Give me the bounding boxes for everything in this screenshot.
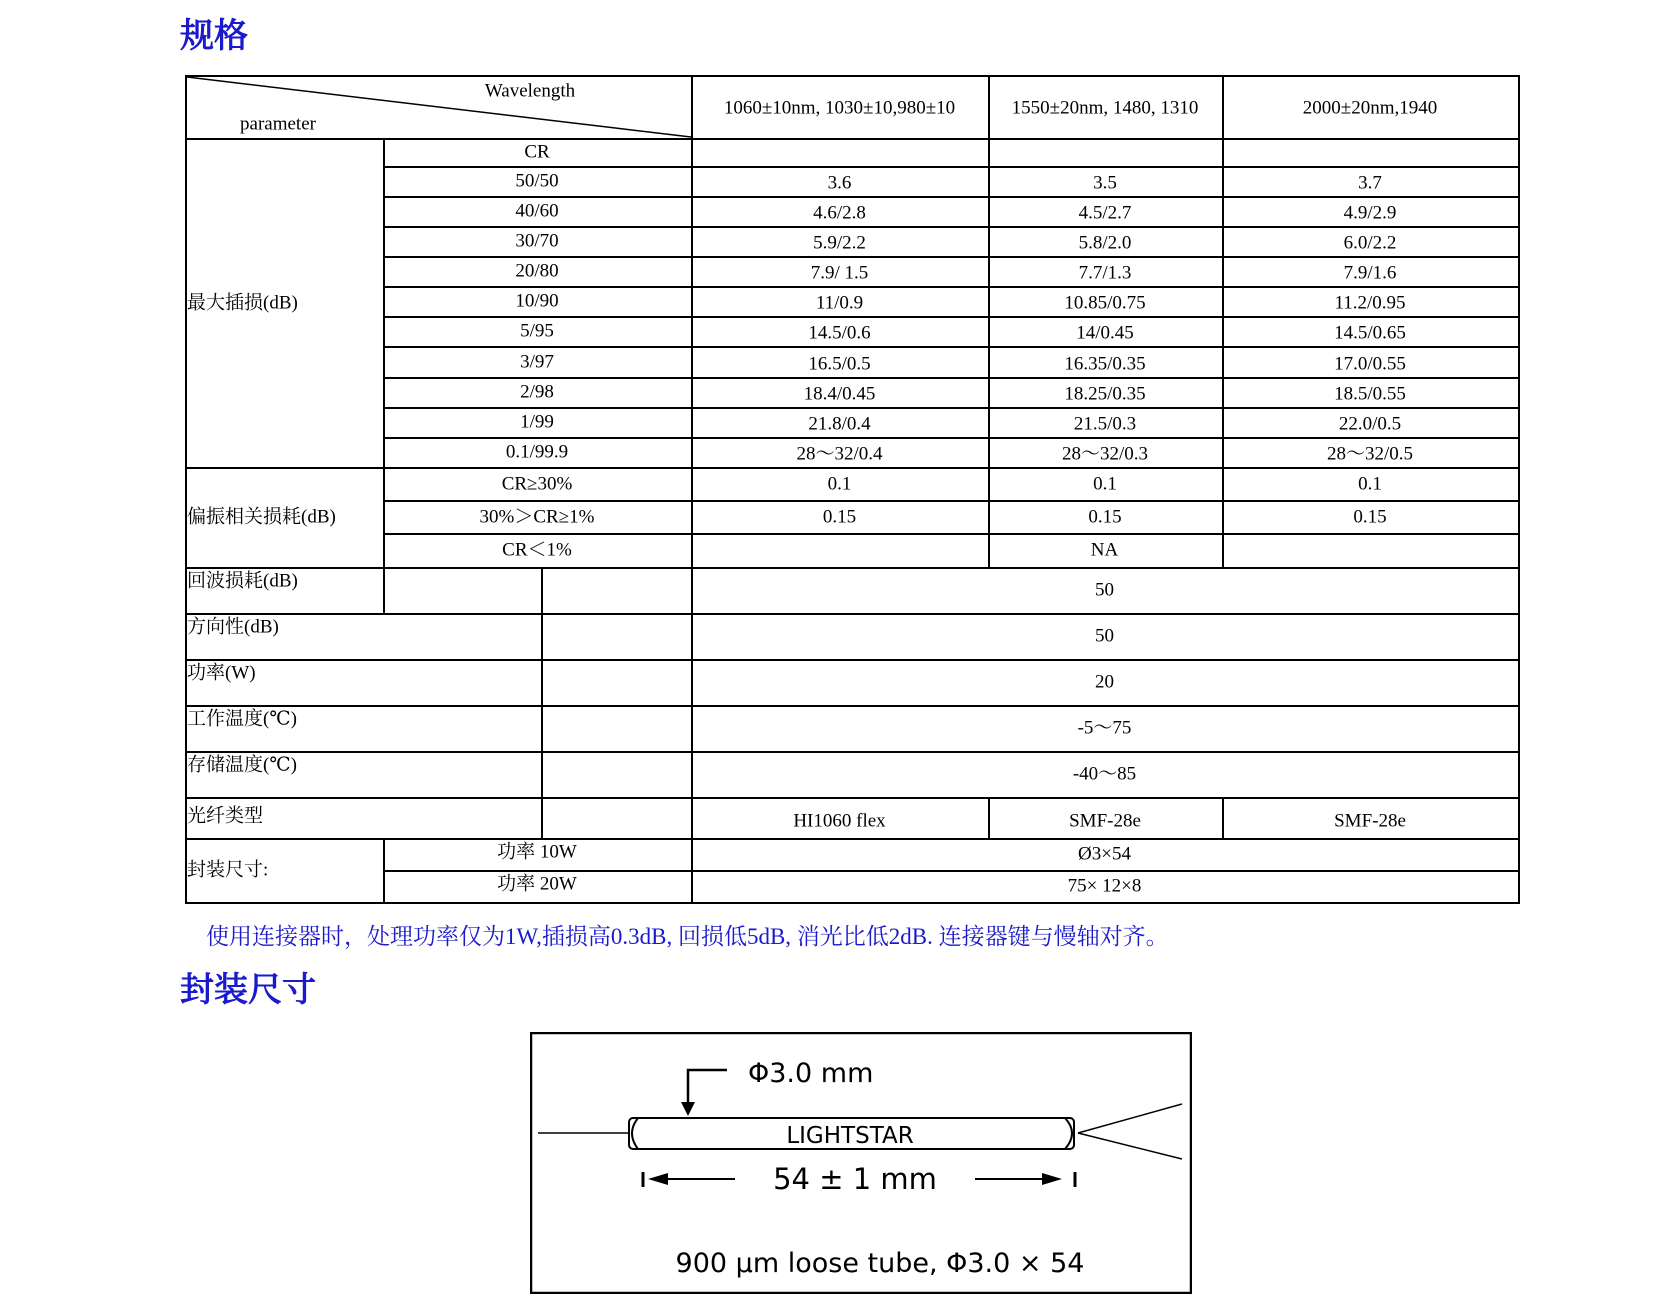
table-rule [185,138,1520,140]
cr-ratio: 2/98 [520,381,554,403]
pdl-value: 0.15 [822,506,857,527]
table-rule [383,286,1520,288]
fiber-type-value: HI1060 flex [793,810,886,831]
insertion-loss-value: 7.9/1.6 [1343,262,1397,284]
insertion-loss-value: 7.9/ 1.5 [810,262,869,284]
spec-row-label: 方向性(dB) [187,616,279,638]
spec-row-label: 工作温度(℃) [187,708,297,730]
package-power: 功率 20W [497,873,577,895]
table-rule [185,75,187,904]
pdl-value: 0.1 [1093,473,1117,494]
insertion-loss-value: 18.4/0.45 [803,383,876,405]
cr-ratio: 30/70 [515,230,559,252]
spec-table [185,75,1519,903]
spec-heading: 规格 [180,16,248,56]
table-rule [383,437,1520,439]
insertion-loss-value: 3.7 [1358,172,1382,194]
table-rule [988,797,990,840]
pdl-value: 0.15 [1353,506,1387,527]
table-rule [383,346,1520,348]
insertion-loss-value: 3.6 [827,172,852,194]
table-rule [185,751,1520,753]
insertion-loss-value: 21.8/0.4 [808,413,871,435]
package-size-label: 封装尺寸: [187,859,269,881]
package-power: 功率 10W [497,841,577,863]
package-size-value: Ø3×54 [1078,843,1131,865]
table-rule [383,138,385,615]
table-rule [383,870,1520,872]
package-size-value: 75× 12×8 [1067,875,1142,897]
insertion-loss-value: 18.25/0.35 [1064,383,1146,405]
cr-ratio: 10/90 [515,290,559,312]
table-rule [383,407,1520,409]
band-header: 1060±10nm, 1030±10,980±10 [723,97,956,119]
table-rule [185,902,1520,904]
band-header: 1550±20nm, 1480, 1310 [1011,97,1199,119]
pdl-na-value: NA [1090,539,1119,561]
cr-ratio: 20/80 [515,260,559,282]
insertion-loss-value: 14.5/0.65 [1334,322,1406,344]
spec-row-value: -40～85 [1072,763,1137,785]
spec-row-value: 50 [1095,625,1114,647]
insertion-loss-value: 7.7/1.3 [1078,262,1132,284]
insertion-loss-value: 11/0.9 [815,292,864,314]
table-rule [1222,75,1224,140]
cr-ratio: 0.1/99.9 [505,441,569,463]
table-rule [185,838,1520,840]
table-rule [185,567,1520,569]
table-rule [383,533,1520,535]
pdl-cr: CR＜1% [502,539,572,561]
table-rule [988,75,990,140]
pdl-value: 0.1 [1358,473,1382,494]
table-rule [185,467,385,469]
insertion-loss-value: 28～32/0.4 [796,443,883,465]
spec-row-value: 50 [1095,579,1114,601]
package-drawing [530,1032,1192,1294]
band-header: 2000±20nm,1940 [1302,97,1438,119]
insertion-loss-value: 5.9/2.2 [813,232,866,254]
table-rule [185,613,1520,615]
cr-ratio: 3/97 [520,351,554,372]
spec-row-value: 20 [1095,671,1114,693]
insertion-loss-value: 4.9/2.9 [1343,202,1397,224]
insertion-loss-value: 28～32/0.5 [1326,443,1414,465]
spec-row-label: 回波损耗(dB) [187,570,298,592]
table-rule [383,226,1520,228]
table-rule [1222,797,1224,840]
insertion-loss-value: 4.6/2.8 [813,202,866,224]
pdl-label: 偏振相关损耗(dB) [187,506,336,528]
parameter-label: parameter [240,113,316,135]
pdl-value: 0.15 [1088,506,1122,527]
table-rule [383,256,1520,258]
spec-row-value: -5～75 [1077,717,1132,739]
table-rule [691,75,693,140]
connector-note: 使用连接器时，处理功率仅为1W,插损高0.3dB, 回损低5dB, 消光比低2dB. 连接器键与慢轴对齐。 [206,924,1169,949]
table-rule [383,500,1520,502]
insertion-loss-label: 最大插损(dB) [187,292,298,313]
table-rule [541,567,543,840]
pdl-cr: CR≥30% [501,473,573,494]
table-rule [383,316,1520,318]
table-rule [185,659,1520,661]
insertion-loss-value: 16.5/0.5 [808,353,871,374]
pdl-cr: 30%＞CR≥1% [479,506,595,527]
cr-ratio: 40/60 [515,200,559,222]
table-rule [383,196,1520,198]
insertion-loss-value: 10.85/0.75 [1064,292,1146,314]
package-heading: 封装尺寸 [180,970,316,1010]
insertion-loss-value: 14.5/0.6 [808,322,871,344]
cr-ratio: 5/95 [520,320,554,342]
table-rule [383,467,1520,469]
cr-header: CR [524,141,550,163]
spec-row-label: 存储温度(℃) [187,754,297,776]
insertion-loss-value: 21.5/0.3 [1073,413,1137,435]
pdl-value: 0.1 [827,473,852,494]
fiber-type-value: SMF-28e [1069,810,1141,831]
insertion-loss-value: 14/0.45 [1076,322,1134,344]
drawing-caption: 900 µm loose tube, Φ3.0 × 54 [675,1248,1085,1279]
table-rule [1518,75,1520,904]
insertion-loss-value: 11.2/0.95 [1334,292,1406,314]
length-label: 54 ± 1 mm [773,1162,937,1196]
wavelength-label: Wavelength [484,80,576,102]
insertion-loss-value: 3.5 [1093,172,1117,194]
insertion-loss-value: 16.35/0.35 [1064,353,1146,374]
table-rule [691,138,693,904]
diameter-label: Φ3.0 mm [748,1058,874,1089]
table-rule [185,705,1520,707]
cr-ratio: 50/50 [515,170,559,192]
table-rule [988,138,990,569]
table-rule [1222,138,1224,569]
cr-ratio: 1/99 [520,411,554,433]
insertion-loss-value: 18.5/0.55 [1334,383,1406,405]
insertion-loss-value: 17.0/0.55 [1334,353,1406,374]
fiber-type-label: 光纤类型 [187,805,264,826]
table-rule [383,377,1520,379]
table-rule [383,166,1520,168]
insertion-loss-value: 28～32/0.3 [1061,443,1149,465]
brand-label: LIGHTSTAR [786,1123,914,1149]
insertion-loss-value: 5.8/2.0 [1078,232,1132,254]
insertion-loss-value: 4.5/2.7 [1078,202,1132,224]
spec-row-label: 功率(W) [187,662,256,684]
fiber-type-value: SMF-28e [1334,810,1406,831]
insertion-loss-value: 6.0/2.2 [1343,232,1397,254]
insertion-loss-value: 22.0/0.5 [1338,413,1402,435]
table-rule [185,797,1520,799]
